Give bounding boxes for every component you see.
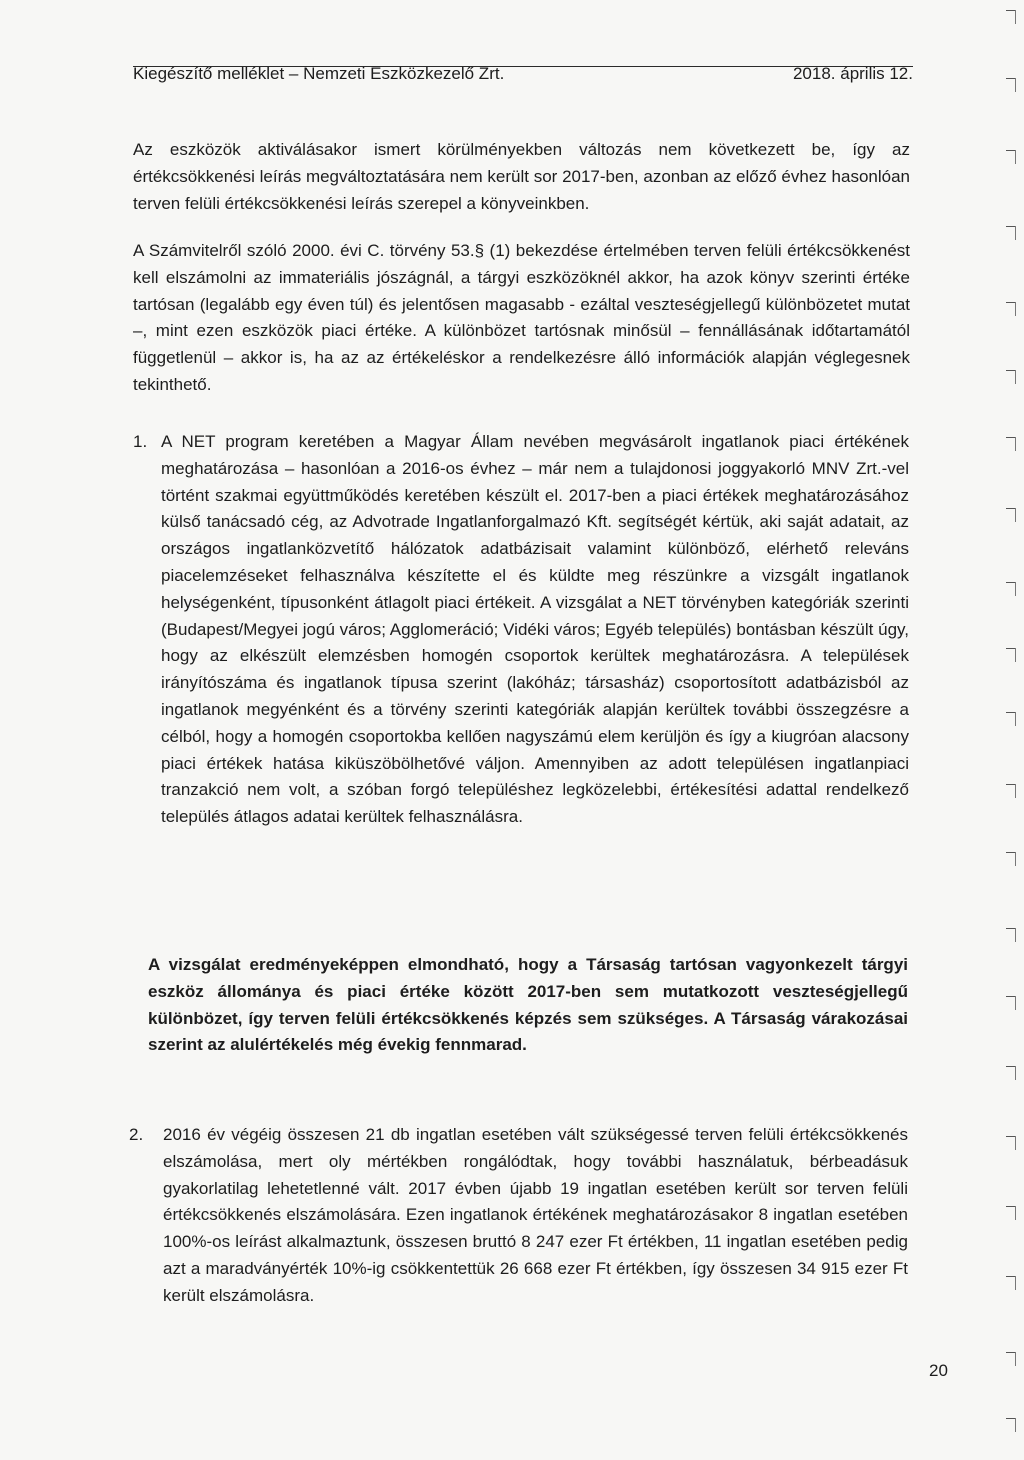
- page-number: 20: [929, 1361, 948, 1380]
- scan-mark: [1006, 1066, 1016, 1067]
- scan-mark: [1006, 784, 1016, 785]
- scan-mark: [1006, 78, 1016, 79]
- scan-mark: [1006, 852, 1016, 853]
- header-date: 2018. április 12.: [792, 64, 913, 83]
- list-item-damaged-properties: 2016 év végéig összesen 21 db ingatlan esetében vált szükségessé terven felüli értékcsökkenés elszámolása, mert oly mértékben rongálódtak, hogy további használatuk, bérbeadásuk gyakorlatilag lehetetlenné vált. 2017 évben újabb 19 ingatlan esetében került sor terven felüli értékcsökkenés elszámolására. Ezen ingatlanok értékének meghatározásakor 8 ingatlan esetében 100%-os leírást alkalmaztunk, összesen bruttó 8 247 ezer Ft értékben, 11 ingatlan esetében pedig azt a maradványérték 10%-ig csökkentettük 26 668 ezer Ft értékben, így összesen 34 915 ezer Ft került elszámolásra.: [163, 1125, 908, 1305]
- conclusion-paragraph: A vizsgálat eredményeképpen elmondható, hogy a Társaság tartósan vagyonkezelt tárgyi eszköz állománya és piaci értéke között 2017-ben sem mutatkozott veszteségjellegű különbözet, így terven felüli értékcsökkenés képzés sem szükséges. A Társaság várakozásai szerint az alulértékelés még évekig fennmarad.: [148, 955, 908, 1055]
- scan-mark: [1006, 1352, 1016, 1353]
- scan-mark: [1006, 582, 1016, 583]
- scan-mark: [1006, 1206, 1016, 1207]
- header-title: Kiegészítő melléklet – Nemzeti Eszközkezelő Zrt.: [133, 64, 505, 83]
- paragraph-accounting-law: A Számvitelről szóló 2000. évi C. törvény 53.§ (1) bekezdése értelmében terven felüli értékcsökkenést kell elszámolni az immateriális jószágnál, a tárgyi eszközöknél akkor, ha azok könyv szerinti értéke tartósan (legalább egy éven túl) és jelentősen magasabb - ezáltal veszteségjellegű különbözetet mutat –, mint ezen eszközök piaci értéke. A különbözet tartósnak minősül – fennállásának időtartamától függetlenül – akkor is, ha az az értékeléskor a rendelkezésre álló információk alapján véglegesnek tekinthető.: [133, 241, 910, 394]
- scan-mark: [1006, 370, 1016, 371]
- scan-mark: [1006, 1418, 1016, 1419]
- scan-mark: [1006, 712, 1016, 713]
- scan-mark: [1006, 150, 1016, 151]
- scan-mark: [1006, 1136, 1016, 1137]
- scan-mark: [1006, 10, 1016, 11]
- page-header: [133, 63, 913, 83]
- scan-mark: [1006, 302, 1016, 303]
- list-number-1: 1.: [133, 432, 148, 451]
- scan-mark: [1006, 996, 1016, 997]
- list-item-net-program: A NET program keretében a Magyar Állam nevében megvásárolt ingatlanok piaci értékének meghatározása – hasonlóan a 2016-os évhez – már nem a tulajdonosi joggyakorló MNV Zrt.-vel történt szakmai együttműködés keretében készült el. 2017-ben a piaci értékek meghatározásához külső tanácsadó cég, az Advotrade Ingatlanforgalmazó Kft. segítségét kértük, aki saját adatait, az országos ingatlanközvetítő hálózatok adatbázisait valamint különböző, elérhető releváns piacelemzéseket felhasználva készítette el és küldte meg részünkre a vizsgált ingatlanok helységenként, típusonként átlagolt piaci értékeit. A vizsgálat a NET törvényben kategóriák szerinti (Budapest/Megyei jogú város; Agglomeráció; Vidéki város; Egyéb település) bontásban készült úgy, hogy az elkészült elemzésben homogén csoportok kerültek meghatározásra. A települések irányítószáma és ingatlanok típusa szerint (lakóház; társasház) csoportosított adatbázisból az ingatlanok megyénként és a törvény szerinti kategóriák alapján kerültek további összegzésre a célból, hogy a homogén csoportokba kellően nagyszámú elem kerüljön és így a kiugróan alacsony piaci értékek hatása kiküszöbölhetővé váljon. Amennyiben az adott településen ingatlanpiaci tranzakció nem volt, a szóban forgó településhez legközelebbi, értékesítési adattal rendelkező település átlagos adatai kerültek felhasználásra.: [161, 432, 909, 827]
- scan-mark: [1006, 1276, 1016, 1277]
- scan-mark: [1006, 648, 1016, 649]
- list-number-2: 2.: [129, 1125, 144, 1144]
- scan-mark: [1006, 226, 1016, 227]
- paragraph-asset-activation: Az eszközök aktiválásakor ismert körülményekben változás nem következett be, így az értékcsökkenési leírás megváltoztatására nem került sor 2017-ben, azonban az előző évhez hasonlóan terven felüli értékcsökkenési leírás szerepel a könyveinkben.: [133, 140, 910, 213]
- scan-mark: [1006, 437, 1016, 438]
- scan-mark: [1006, 928, 1016, 929]
- scan-mark: [1006, 508, 1016, 509]
- scan-edge-marks: [1000, 0, 1024, 1460]
